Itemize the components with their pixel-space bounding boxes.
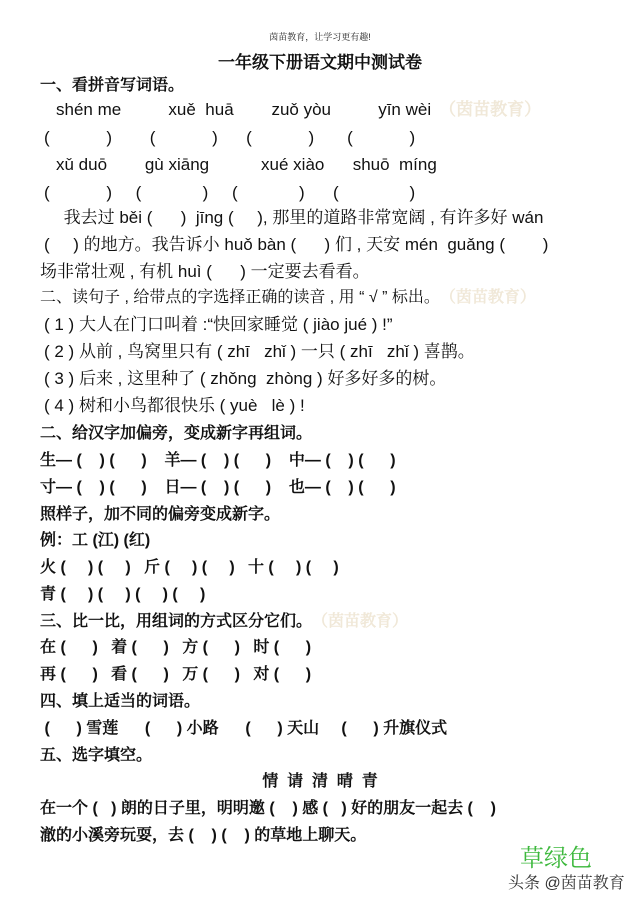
watermark-text: （茵苗教育）	[439, 100, 542, 119]
pinyin-row-2: xǔ duō gù xiāng xué xiào shuō míng	[56, 155, 437, 174]
section-4-heading: 三、比一比，用组词的方式区分它们。	[40, 613, 313, 630]
radical-row-1: 生— ( ) ( ) 羊— ( ) ( ) 中— ( ) ( )	[40, 452, 396, 469]
fill-words-row: ( ) 雪莲 ( ) 小路 ( ) 天山 ( ) 升旗仪式	[40, 720, 448, 737]
watermark-text: （茵苗教育）	[447, 289, 536, 306]
answer-blanks-row-1: ( ) ( ) ( ) ( )	[44, 128, 416, 147]
compare-row-1: 在 ( ) 着 ( ) 方 ( ) 时 ( )	[40, 639, 312, 656]
passage-line-2: ( ) 的地方。我告诉小 huǒ bàn ( ) 们 , 天安 mén guǎng ( )	[44, 235, 549, 254]
overlay-label: 草绿色	[520, 845, 592, 872]
section-1-heading: 一、看拼音写词语。	[40, 77, 185, 94]
radical-row-4: 青 ( ) ( ) ( ) ( )	[40, 586, 206, 603]
fill-passage-line-2: 澈的小溪旁玩耍，去 ( ) ( ) 的草地上聊天。	[40, 827, 367, 844]
section-2-heading: 二、读句子 , 给带点的字选择正确的读音 , 用 “ √ ” 标出。	[40, 289, 440, 306]
section-6-heading: 五、选字填空。	[40, 747, 153, 764]
radical-row-3: 火 ( ) ( ) 斤 ( ) ( ) 十 ( ) ( )	[40, 559, 339, 576]
watermark-text: （茵苗教育）	[320, 613, 409, 630]
pinyin-row-1-line	[56, 100, 541, 120]
question-3: ( 3 ) 后来 , 这里种了 ( zhǒng zhòng ) 好多好多的树。	[44, 369, 447, 388]
page-title: 一年级下册语文期中测试卷	[218, 53, 422, 72]
pinyin-row-1: shén me xuě huā zuǒ yòu yīn wèi	[56, 100, 432, 119]
section-3-heading: 二、给汉字加偏旁，变成新字再组词。	[40, 425, 313, 442]
source-label: 头条 @茵苗教育	[508, 875, 625, 892]
question-2: ( 2 ) 从前 , 鸟窝里只有 ( zhī zhǐ ) 一只 ( zhī zhǐ ) 喜鹊。	[44, 342, 475, 361]
example-line: 例：工 (江) (红)	[40, 532, 151, 549]
question-1: ( 1 ) 大人在门口叫着 :“快回家睡觉 ( jiào jué ) !”	[44, 315, 393, 334]
section-4-heading-line	[40, 612, 408, 632]
compare-row-2: 再 ( ) 看 ( ) 万 ( ) 对 ( )	[40, 666, 312, 683]
section-2-heading-line	[40, 288, 536, 308]
passage-line-3: 场非常壮观 , 有机 huì ( ) 一定要去看看。	[40, 262, 370, 281]
subtask-heading: 照样子，加不同的偏旁变成新字。	[40, 506, 281, 523]
passage-line-1: 我去过 běi ( ) jīng ( ), 那里的道路非常宽阔 , 有许多好 wán	[40, 208, 544, 227]
fill-passage-line-1: 在一个 ( ) 朗的日子里，明明邀 ( ) 感 ( ) 好的朋友一起去 ( )	[40, 800, 496, 817]
section-5-heading: 四、填上适当的词语。	[40, 693, 201, 710]
answer-blanks-row-2: ( ) ( ) ( ) ( )	[44, 183, 416, 202]
question-4: ( 4 ) 树和小鸟都很快乐 ( yuè lè ) !	[44, 396, 305, 415]
character-choices: 情 请 清 晴 青	[262, 773, 378, 790]
page-header: 茵苗教育，让学习更有趣!	[269, 32, 371, 42]
radical-row-2: 寸— ( ) ( ) 日— ( ) ( ) 也— ( ) ( )	[40, 479, 396, 496]
